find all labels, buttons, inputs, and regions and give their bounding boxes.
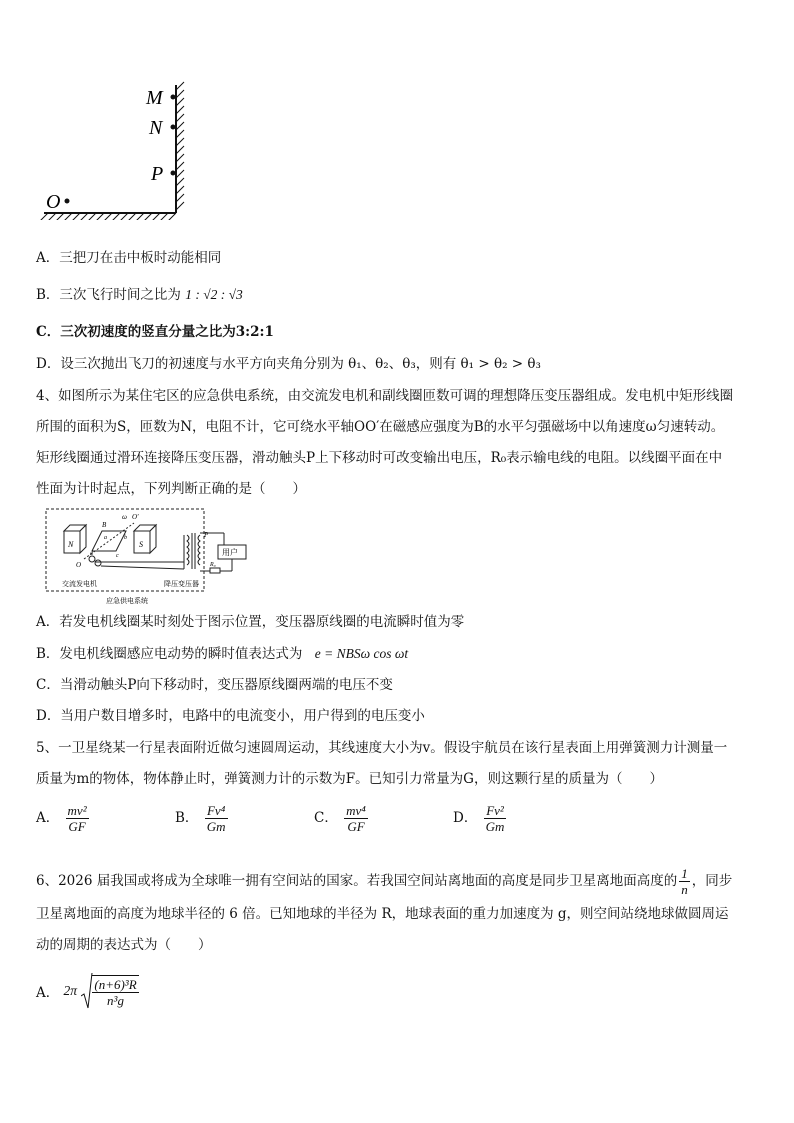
q5-option-a-denominator: GF [68, 819, 86, 834]
omega-label: ω [122, 513, 127, 521]
figure-caption: 应急供电系统 [106, 597, 148, 605]
q6-height-fraction [679, 866, 690, 897]
q4-stem-line2: 所围的面积为S，匝数为N，电阻不计，它可绕水平轴OO′在磁感应强度为B的水平匀强磁场中以角速度ω匀速转动。 [36, 419, 725, 435]
user-label: 用户 [222, 548, 238, 557]
q3-option-a: A．三把刀在击中板时动能相同 [36, 250, 222, 266]
q6-option-a-label: A． [36, 985, 60, 1001]
q5-option-b-numerator: Fv⁴ [205, 803, 228, 819]
q6-option-a [36, 972, 141, 1010]
q4-stem-line4: 性面为计时起点，下列判断正确的是（ ） [36, 481, 306, 497]
q3-option-b-ratio: 1 : √2 : √3 [185, 287, 243, 302]
q6-option-a-coefficient: 2π [63, 983, 78, 998]
wall-figure [40, 80, 200, 220]
label-p: P [151, 163, 164, 185]
coil-a-label: a [104, 535, 107, 541]
label-o: O [46, 191, 61, 213]
q5-option-b [175, 803, 230, 834]
q4-stem-line3: 矩形线圈通过滑环连接降压变压器，滑动触头P上下移动时可改变输出电压，R₀表示输电线的电阻。以线圈平面在中 [36, 450, 723, 466]
point-m [171, 95, 176, 100]
q5-option-a-numerator: mv² [67, 803, 87, 818]
r0-label: R₀ [210, 562, 216, 568]
q6-option-a-sqrt [81, 972, 140, 1010]
q5-option-b-label: B． [175, 810, 199, 826]
q5-option-c [314, 803, 370, 834]
q5-option-c-label: C． [314, 810, 338, 826]
q4-option-b-text: B．发电机线圈感应电动势的瞬时值表达式为 [36, 646, 303, 662]
power-system-figure [44, 507, 260, 607]
q6-stem-line1 [36, 866, 732, 897]
q5-option-a-fraction [66, 803, 89, 834]
coil-b-label: b [124, 535, 127, 541]
n-pole-label: N [68, 540, 74, 549]
q4-option-d: D．当用户数目增多时，电路中的电流变小，用户得到的电压变小 [36, 708, 425, 724]
q5-stem-line2: 质量为m的物体，物体静止时，弹簧测力计的示数为F。已知引力常量为G，则这颗行星的质量为（ ） [36, 771, 663, 787]
s-pole-label: S [139, 540, 143, 549]
q5-option-a [36, 803, 91, 834]
q5-option-c-fraction [344, 803, 368, 834]
o-prime-axis-label: O′ [132, 513, 139, 521]
point-p [171, 171, 176, 176]
transformer-caption: 降压变压器 [164, 580, 199, 588]
o-axis-label: O [76, 561, 82, 569]
q6-stem-line1-tail: ，同步 [691, 873, 733, 889]
q3-option-b [36, 286, 243, 304]
q5-option-d-fraction [484, 803, 507, 834]
coil-d-label: d [90, 551, 93, 557]
generator-caption: 交流发电机 [62, 580, 97, 588]
q3-option-c: C．三次初速度的竖直分量之比为3:2:1 [36, 324, 274, 340]
q4-option-c: C．当滑动触头P向下移动时，变压器原线圈两端的电压不变 [36, 677, 393, 693]
q6-stem-line3: 动的周期的表达式为（ ） [36, 937, 212, 953]
q6-stem-line1-text: 6、2026 届我国或将成为全球唯一拥有空间站的国家。若我国空间站离地面的高度是同步卫星离地面高度的 [36, 873, 678, 889]
coil-c-label: c [116, 553, 119, 559]
point-n [171, 125, 176, 130]
label-m: M [146, 87, 163, 109]
q6-fraction-numerator: 1 [681, 866, 688, 881]
q6-fraction-denominator: n [681, 882, 688, 897]
q5-option-d-denominator: Gm [485, 819, 505, 834]
q4-stem-line1: 4、如图所示为某住宅区的应急供电系统，由交流发电机和副线圈匝数可调的理想降压变压器组成。发电机中矩形线圈 [36, 388, 734, 404]
q4-option-a: A．若发电机线圈某时刻处于图示位置，变压器原线圈的电流瞬时值为零 [36, 614, 465, 630]
q6-option-a-denominator: n³g [107, 992, 124, 1008]
q5-option-c-denominator: GF [347, 819, 365, 834]
q6-option-a-numerator: (n+6)³R [94, 976, 137, 992]
q6-stem-line2: 卫星离地面的高度为地球半径的 6 倍。已知地球的半径为 R，地球表面的重力加速度为 g，则空间站绕地球做圆周运 [36, 906, 729, 922]
q5-option-d-numerator: Fv² [484, 803, 507, 819]
label-n: N [149, 117, 163, 139]
q4-option-b-formula: e = NBSω cos ωt [314, 646, 409, 661]
b-field-label: B [102, 521, 107, 529]
q5-option-c-numerator: mv⁴ [346, 803, 366, 818]
q5-option-d-label: D． [453, 810, 478, 826]
q6-option-a-fraction [92, 975, 138, 1008]
q3-option-d: D．设三次抛出飞刀的初速度与水平方向夹角分别为 θ₁、θ₂、θ₃，则有 θ₁ > θ₂ > θ₃ [36, 356, 541, 372]
point-o [65, 199, 70, 204]
q5-option-d [453, 803, 508, 834]
q5-option-b-fraction [205, 803, 228, 834]
q5-option-b-denominator: Gm [206, 819, 226, 834]
q4-option-b [36, 645, 408, 663]
slider-p-label: P [204, 531, 209, 539]
q5-stem-line1: 5、一卫星绕某一行星表面附近做匀速圆周运动，其线速度大小为v。假设宇航员在该行星表面上用弹簧测力计测量一 [36, 740, 728, 756]
q5-option-a-label: A． [36, 810, 60, 826]
q3-option-b-text: B．三次飞行时间之比为 [36, 287, 181, 303]
